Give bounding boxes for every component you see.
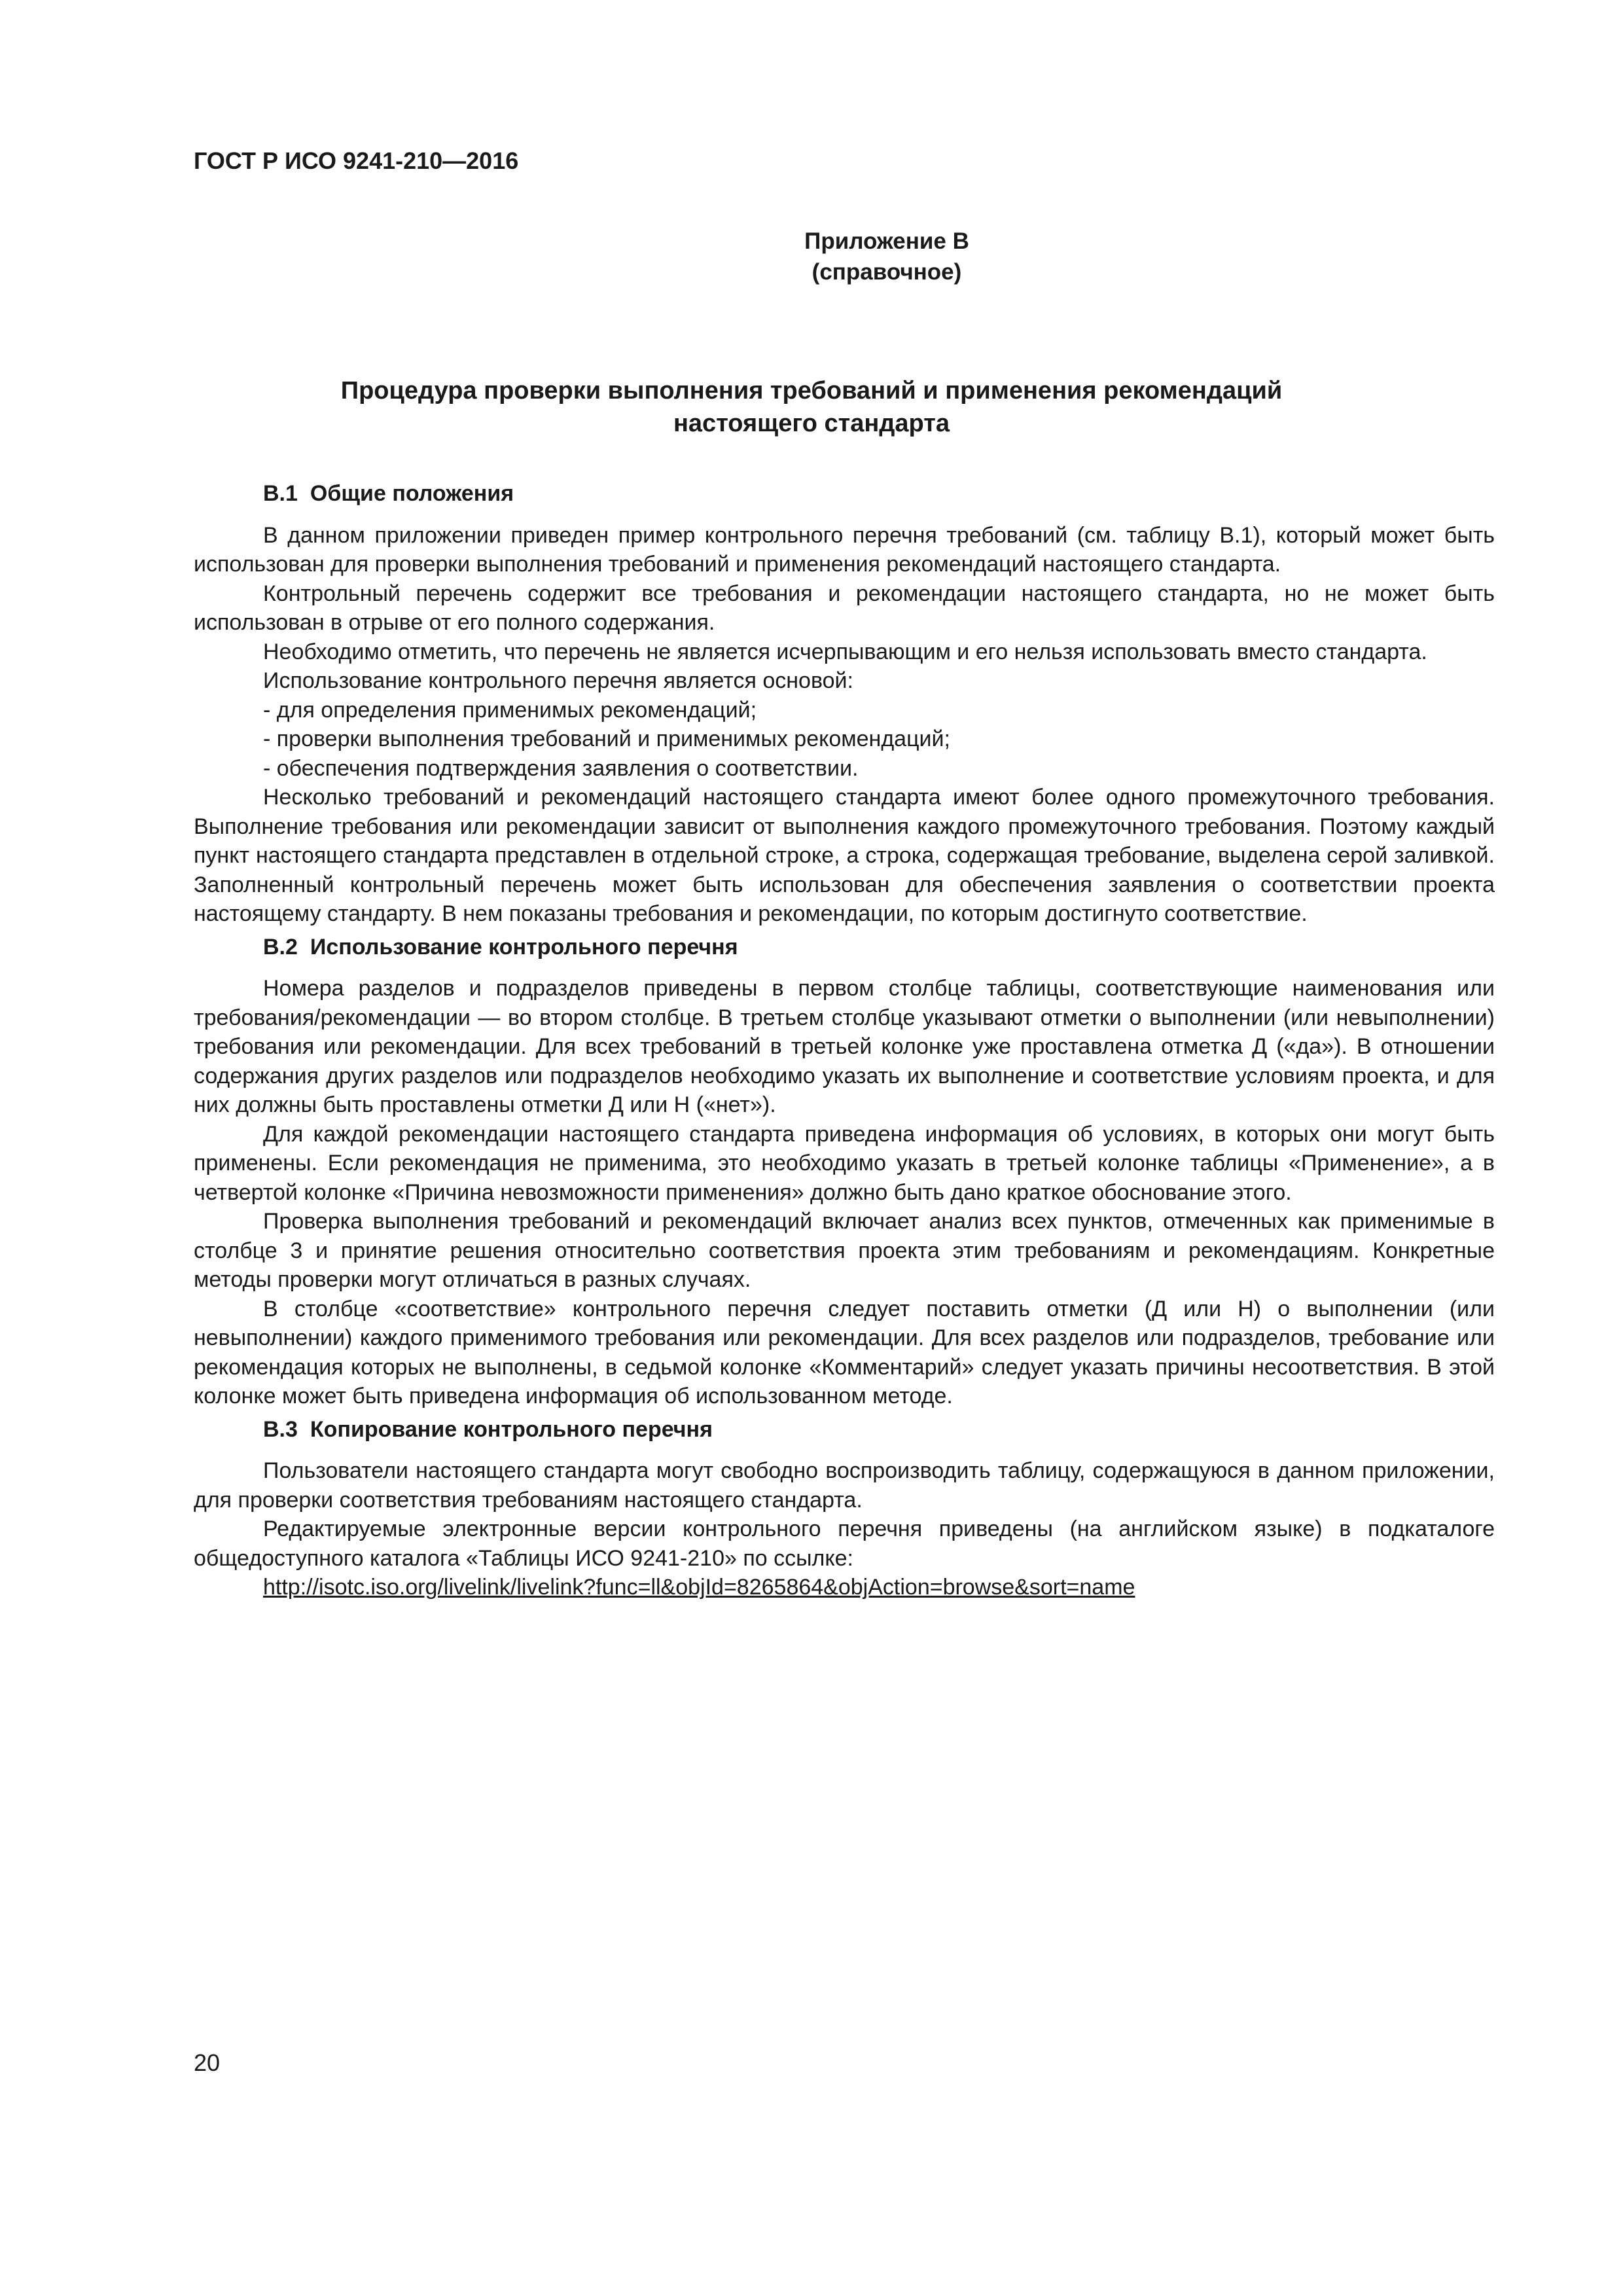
section-title: Использование контрольного перечня (310, 934, 738, 960)
annex-heading (194, 226, 1429, 287)
paragraph: Необходимо отметить, что перечень не является исчерпывающим и его нельзя использовать вместо стандарта. (263, 639, 1427, 664)
section-heading-b1 (194, 479, 1497, 509)
bullet-list (194, 696, 1497, 783)
section-heading-b2 (194, 933, 1497, 962)
document-header: ГОСТ Р ИСО 9241-210—2016 (194, 147, 519, 174)
paragraph: Использование контрольного перечня является основой: (263, 668, 853, 693)
paragraph: Несколько требований и рекомендаций настоящего стандарта имеют более одного промежуточного требования. Выполнение требования или рекомендации зависит от выполнения каждого промежуточного требования. Поэтому каждый пункт настоящего стандарта представлен в отдельной строке, а строка, содержащая требование, выделена серой заливкой. Заполненный контрольный перечень может быть использован для обеспечения заявления о соответствии проекта настоящему стандарту. В нем показаны требования и рекомендации, по которым достигнуто соответствие. (194, 785, 1495, 926)
paragraph: Пользователи настоящего стандарта могут свободно воспроизводить таблицу, содержащуюся в данном приложении, для проверки соответствия требованиям настоящего стандарта. (194, 1458, 1495, 1513)
paragraph: В столбце «соответствие» контрольного перечня следует поставить отметки (Д или Н) о выполнении (или невыполнении) каждого применимого требования или рекомендации. Для всех разделов или подразделов, требование или рекомендация которых не выполнены, в седьмой колонке «Комментарий» следует указать причины несоответствия. В этой колонке может быть приведена информация об использованном методе. (194, 1296, 1495, 1408)
document-body (194, 479, 1497, 1602)
link-line (194, 1573, 1497, 1602)
section-number: В.2 (263, 934, 298, 960)
section-title: Копирование контрольного перечня (310, 1416, 713, 1442)
paragraph: Для каждой рекомендации настоящего стандарта приведена информация об условиях, в которых они могут быть применены. Если рекомендация не применима, это необходимо указать в третьей колонке таблицы «Применение», а в четвертой колонке «Причина невозможности применения» должно быть дано краткое обоснование этого. (194, 1121, 1495, 1205)
section-heading-b3 (194, 1415, 1497, 1444)
paragraph: Номера разделов и подразделов приведены в первом столбце таблицы, соответствующие наименования или требования/рекомендации — во втором столбце. В третьем столбце указывают отметки о выполнении (или невыполнении) требования или рекомендации. Для всех требований в третьей колонке уже проставлена отметка Д («да»). В отношении содержания других разделов или подразделов необходимо указать их выполнение и соответствие условиям проекта, и для них должны быть проставлены отметки Д или Н («нет»). (194, 976, 1495, 1117)
paragraph: Редактируемые электронные версии контрольного перечня приведены (на английском языке) в подкаталоге общедоступного каталога «Таблицы ИСО 9241-210» по ссылке: (194, 1516, 1495, 1571)
paragraph: Контрольный перечень содержит все требования и рекомендации настоящего стандарта, но не может быть использован в отрыве от его полного содержания. (194, 581, 1495, 635)
catalog-link[interactable]: http://isotc.iso.org/livelink/livelink?func=ll&objId=8265864&objAction=browse&sort=name (263, 1575, 1135, 1600)
annex-title (194, 374, 1429, 440)
list-item: - для определения применимых рекомендаций; (263, 697, 757, 723)
section-number: В.1 (263, 481, 298, 506)
list-item: - обеспечения подтверждения заявления о соответствии. (263, 755, 859, 781)
section-number: В.3 (263, 1416, 298, 1442)
paragraph: В данном приложении приведен пример контрольного перечня требований (см. таблицу В.1), который может быть использован для проверки выполнения требований и применения рекомендаций настоящего стандарта. (194, 522, 1495, 577)
paragraph: Проверка выполнения требований и рекомендаций включает анализ всех пунктов, отмеченных как применимые в столбце 3 и принятие решения относительно соответствия проекта этим требованиям и рекомендациям. Конкретные методы проверки могут отличаться в разных случаях. (194, 1209, 1495, 1292)
annex-title-line-1: Процедура проверки выполнения требований и применения рекомендаций (340, 377, 1283, 404)
section-title: Общие положения (310, 481, 514, 506)
annex-title-line-2: настоящего стандарта (673, 410, 950, 437)
annex-type: (справочное) (812, 259, 962, 285)
page-number: 20 (194, 2049, 221, 2076)
annex-label: Приложение В (804, 228, 969, 254)
list-item: - проверки выполнения требований и применимых рекомендаций; (263, 726, 950, 751)
